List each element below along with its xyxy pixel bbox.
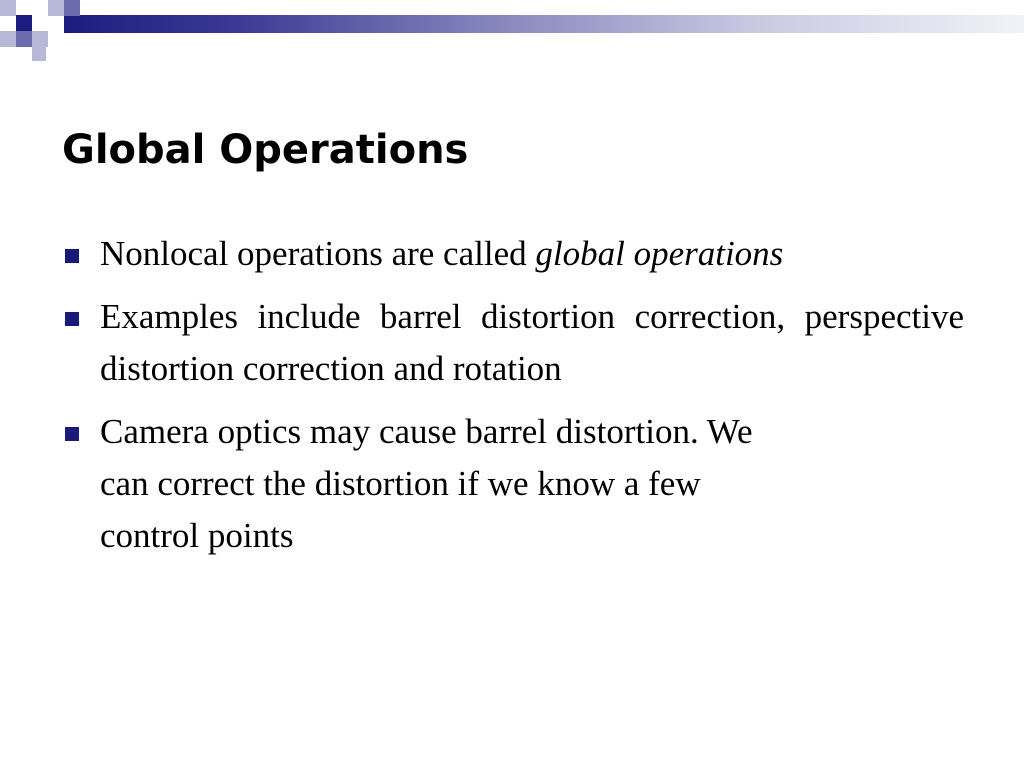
bullet-item — [62, 406, 964, 562]
bullet-text: Examples include barrel distortion correction, perspective distortion correction and rotation — [100, 297, 964, 388]
bullet-text: Nonlocal operations are called — [100, 234, 536, 273]
decor-square — [64, 0, 80, 16]
slide-title: Global Operations — [62, 127, 469, 173]
square-bullet-icon — [65, 312, 79, 326]
bullet-text-line: Camera optics may cause barrel distortion. We — [100, 412, 753, 451]
decor-square — [32, 31, 48, 47]
decor-square — [32, 47, 46, 61]
decor-square — [16, 15, 32, 31]
decor-square — [0, 0, 16, 16]
bullet-text-line: control points — [100, 516, 294, 555]
bullet-list — [62, 228, 964, 573]
header-decoration — [0, 0, 80, 64]
header-gradient-band — [64, 15, 1024, 33]
bullet-text-line: can correct the distortion if we know a few — [100, 464, 701, 503]
decor-square — [16, 31, 32, 47]
bullet-item — [62, 228, 964, 280]
square-bullet-icon — [65, 427, 79, 441]
bullet-emphasis: global operations — [535, 234, 784, 273]
bullet-item — [62, 291, 964, 395]
decor-square — [0, 31, 16, 47]
decor-square — [48, 0, 64, 16]
square-bullet-icon — [65, 249, 79, 263]
